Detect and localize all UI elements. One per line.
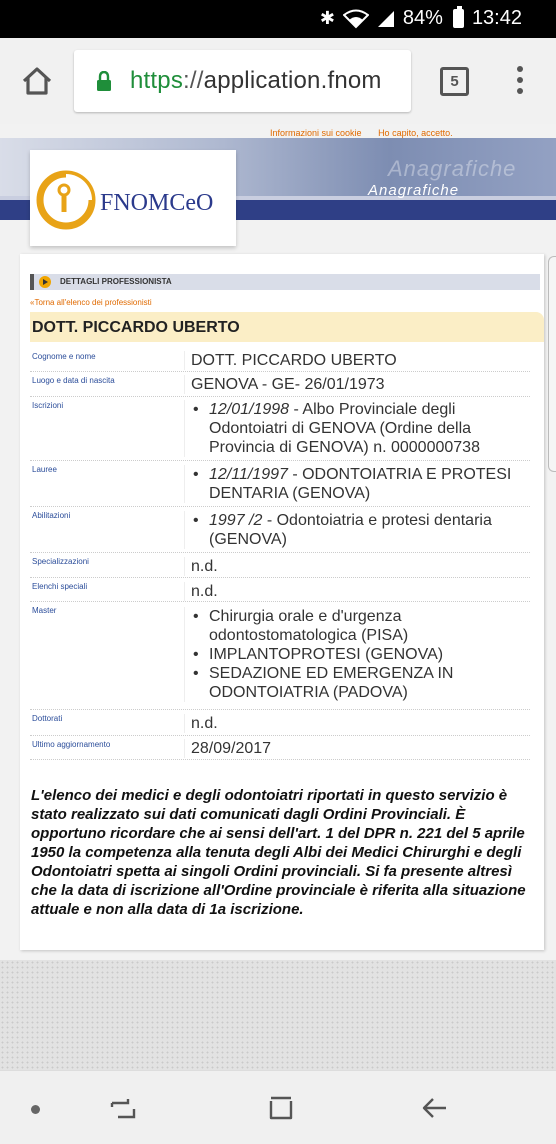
back-to-list-link[interactable]: «Torna all'elenco dei professionisti bbox=[30, 298, 152, 307]
item-text: - Albo Provinciale degli Odontoiatri di GENOVA (Ordine della Provincia di GENOVA) n. 0000000738 bbox=[209, 401, 480, 456]
field-label: Elenchi speciali bbox=[32, 582, 88, 591]
battery-icon bbox=[453, 9, 464, 28]
tabs-icon[interactable]: 5 bbox=[440, 67, 469, 96]
field-label: Lauree bbox=[32, 465, 57, 474]
field-value bbox=[184, 511, 530, 549]
cookie-bar bbox=[270, 128, 467, 138]
field-label: Dottorati bbox=[32, 714, 63, 723]
item-date: 1997 /2 bbox=[209, 512, 263, 529]
back-icon[interactable] bbox=[420, 1093, 450, 1123]
field-row-abilitazioni bbox=[30, 507, 530, 553]
side-panel-handle[interactable] bbox=[548, 256, 556, 472]
field-value: n.d. bbox=[184, 714, 530, 733]
section-title: DETTAGLI PROFESSIONISTA bbox=[60, 277, 172, 286]
field-label: Abilitazioni bbox=[32, 511, 71, 520]
field-value: DOTT. PICCARDO UBERTO bbox=[184, 351, 530, 370]
field-label: Cognome e nome bbox=[32, 352, 96, 361]
person-name: DOTT. PICCARDO UBERTO bbox=[32, 319, 240, 336]
lock-icon bbox=[96, 71, 112, 91]
url-text bbox=[130, 67, 382, 95]
section-header bbox=[30, 274, 540, 290]
field-label: Master bbox=[32, 606, 57, 615]
url-scheme: https bbox=[130, 67, 184, 94]
page-footer bbox=[0, 960, 556, 1070]
wifi-icon bbox=[343, 9, 369, 29]
banner-title: Anagrafiche bbox=[368, 182, 460, 199]
field-value: 28/09/2017 bbox=[184, 739, 530, 758]
status-bar bbox=[0, 0, 556, 38]
field-label: Luogo e data di nascita bbox=[32, 376, 115, 385]
item-text: - Odontoiatria e protesi dentaria (GENOVA) bbox=[209, 512, 492, 548]
list-item bbox=[191, 400, 530, 457]
disclaimer-note: L'elenco dei medici e degli odontoiatri riportati in questo servizio è stato realizzato sui dati comunicati dagli Ordini Provinciali. È opportuno ricordare che ai sensi dell'art. 1 del DPR n. 221 del 5 aprile 1950 la competenza alla tenuta degli Albi dei Medici Chirurghi e degli Odontoiatri spetta ai singoli Ordini provinciali. Si fa presente altresì che la data di iscrizione all'Ordine provinciale è riferita alla situazione attuale e non alla data di 1a iscrizione. bbox=[31, 787, 526, 918]
field-label: Ultimo aggiornamento bbox=[32, 740, 111, 749]
bluetooth-icon: ✱ bbox=[319, 8, 335, 28]
list-item: • IMPLANTOPROTESI (GENOVA) bbox=[191, 645, 530, 664]
menu-icon[interactable] bbox=[510, 66, 530, 98]
field-row-aggiornamento bbox=[30, 736, 530, 760]
clock: 13:42 bbox=[471, 7, 522, 29]
web-page bbox=[0, 124, 556, 1070]
field-row-dottorati bbox=[30, 710, 530, 736]
field-value: n.d. bbox=[184, 582, 530, 601]
cookie-info-link[interactable]: Informazioni sui cookie bbox=[270, 128, 362, 138]
field-value: n.d. bbox=[184, 557, 530, 576]
item-date: 12/11/1997 bbox=[209, 466, 288, 483]
url-separator: :// bbox=[183, 67, 204, 94]
banner-title-ghost: Anagrafiche bbox=[388, 156, 517, 181]
list-item: • SEDAZIONE ED EMERGENZA IN ODONTOIATRIA (PADOVA) bbox=[191, 664, 530, 702]
cookie-accept-link[interactable]: Ho capito, accetto. bbox=[378, 128, 453, 138]
url-host: application.fnom bbox=[203, 67, 382, 94]
dot-icon[interactable] bbox=[31, 1105, 40, 1114]
logo[interactable] bbox=[30, 150, 236, 246]
field-row-iscrizioni bbox=[30, 397, 530, 461]
field-value bbox=[184, 400, 530, 457]
battery-percent: 84% bbox=[402, 7, 443, 29]
signal-icon bbox=[377, 10, 395, 28]
field-row-lauree bbox=[30, 461, 530, 507]
field-value: GENOVA - GE- 26/01/1973 bbox=[184, 375, 530, 394]
field-row-master bbox=[30, 602, 530, 710]
list-item bbox=[191, 465, 530, 503]
item-text: - ODONTOIATRIA E PROTESI DENTARIA (GENOVA) bbox=[209, 466, 512, 502]
logo-text: FNOMCeO bbox=[100, 190, 214, 216]
person-name-bar bbox=[30, 312, 544, 342]
list-item bbox=[191, 511, 530, 549]
recent-apps-icon[interactable] bbox=[108, 1093, 138, 1123]
field-label: Iscrizioni bbox=[32, 401, 64, 410]
home-icon[interactable] bbox=[20, 64, 54, 98]
address-bar[interactable] bbox=[74, 50, 411, 112]
fnomceo-logo-icon bbox=[36, 170, 96, 230]
home-button-icon[interactable] bbox=[266, 1093, 296, 1123]
navigation-bar bbox=[0, 1070, 556, 1144]
arrow-right-icon bbox=[39, 276, 51, 288]
field-value bbox=[184, 465, 530, 503]
browser-toolbar bbox=[0, 38, 556, 124]
field-row-nascita bbox=[30, 372, 530, 397]
field-label: Specializzazioni bbox=[32, 557, 89, 566]
field-row-specializzazioni bbox=[30, 553, 530, 578]
list-item: • Chirurgia orale e d'urgenza odontostomatologica (PISA) bbox=[191, 607, 530, 645]
field-value bbox=[184, 607, 530, 702]
item-date: 12/01/1998 bbox=[209, 401, 290, 418]
field-row-nome bbox=[30, 348, 530, 372]
field-row-elenchi bbox=[30, 578, 530, 602]
